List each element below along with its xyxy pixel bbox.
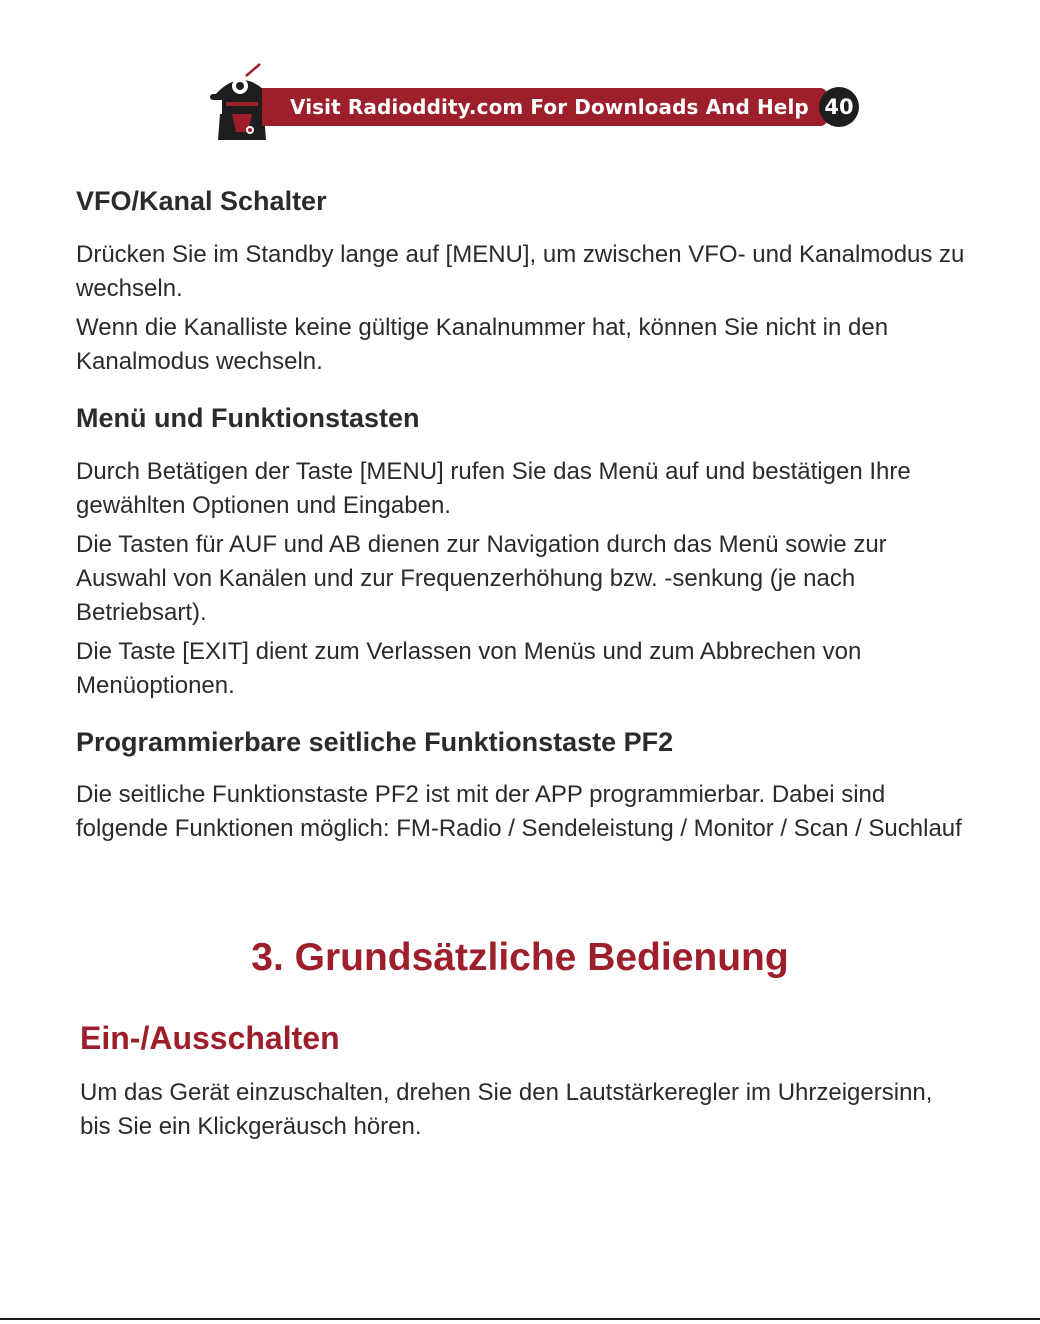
page-header bbox=[0, 0, 1040, 150]
chapter-paragraph: Um das Gerät einzuschalten, drehen Sie den Lautstärkeregler im Uhrzeigersinn, bis Sie ein Klickgeräusch hören. bbox=[80, 1079, 933, 1140]
section-paragraph: Die Tasten für AUF und AB dienen zur Navigation durch das Menü sowie zur Auswahl von Kanälen und zur Frequenzerhöhung bzw. -senkung (je nach Betriebsart). bbox=[76, 531, 887, 626]
chapter-title: 3. Grundsätzliche Bedienung bbox=[251, 936, 789, 979]
section-paragraph: Wenn die Kanalliste keine gültige Kanalnummer hat, können Sie nicht in den Kanalmodus wechseln. bbox=[76, 314, 889, 375]
chapter-subheading: Ein-/Ausschalten bbox=[80, 1020, 340, 1056]
header-banner-text: Visit Radioddity.com For Downloads And Help bbox=[290, 95, 809, 119]
section-heading-pf2: Programmierbare seitliche Funktionstaste PF2 bbox=[76, 727, 674, 757]
section-paragraph: Die Taste [EXIT] dient zum Verlassen von Menüs und zum Abbrechen von Menüoptionen. bbox=[76, 638, 862, 699]
section-paragraph: Drücken Sie im Standby lange auf [MENU], um zwischen VFO- und Kanalmodus zu wechseln. bbox=[76, 241, 965, 302]
section-paragraph: Die seitliche Funktionstaste PF2 ist mit der APP programmierbar. Dabei sind folgende Funktionen möglich: FM-Radio / Sendeleistung / Monitor / Scan / Suchlauf bbox=[76, 781, 962, 842]
section-heading-menu: Menü und Funktionstasten bbox=[76, 403, 420, 433]
section-paragraph: Durch Betätigen der Taste [MENU] rufen Sie das Menü auf und bestätigen Ihre gewählten Optionen und Eingaben. bbox=[76, 458, 911, 519]
bottom-divider bbox=[0, 1318, 1040, 1320]
page-number-badge: 40 bbox=[819, 87, 859, 127]
section-heading-vfo-kanal: VFO/Kanal Schalter bbox=[76, 186, 327, 216]
